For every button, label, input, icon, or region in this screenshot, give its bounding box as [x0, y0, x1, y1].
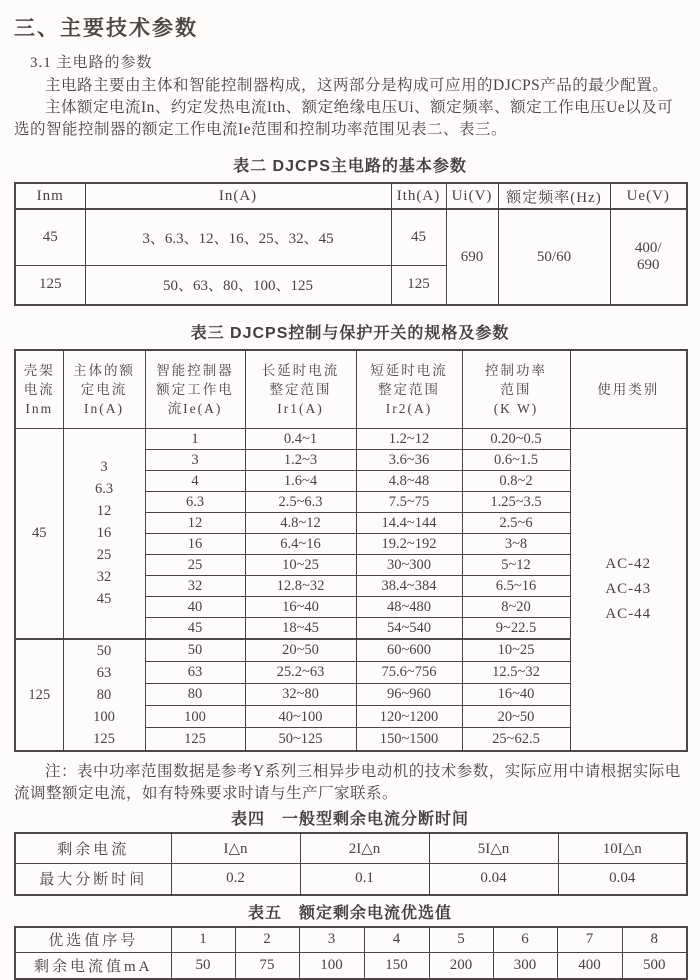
- table-row: [15, 428, 687, 449]
- cell-index: 6: [493, 927, 557, 953]
- document-page: [14, 12, 686, 980]
- cell-ir2: 96~960: [356, 683, 462, 705]
- cell-ir2: 14.4~144: [356, 512, 462, 533]
- cell-ir1: 0.4~1: [245, 428, 356, 449]
- cell-ma: 150: [364, 953, 429, 979]
- page-title: 三、主要技术参数: [14, 17, 198, 40]
- cell-ir1: 32~80: [245, 683, 356, 705]
- in-value: 3: [100, 459, 108, 475]
- cell-ie: 6.3: [145, 491, 245, 512]
- cell-rated-current-list: [63, 639, 145, 751]
- header-category: 使用类别: [570, 350, 687, 428]
- cell-ir1: 16~40: [245, 596, 356, 617]
- cell-ie: 63: [145, 661, 245, 683]
- header-long-delay: 长延时电流 整定范围 Ir1(A): [245, 350, 356, 428]
- header-rated-current: 主体的额 定电流 In(A): [63, 350, 145, 428]
- cell-frame-current-125: 125: [15, 639, 63, 751]
- cell-ie: 25: [145, 554, 245, 575]
- in-value: 12: [96, 503, 112, 519]
- cell-ie: 16: [145, 533, 245, 554]
- cell-ma: 75: [235, 953, 299, 979]
- in-value: 80: [96, 686, 112, 703]
- cell-ie: 1: [145, 428, 245, 449]
- cell-ir1: 18~45: [245, 617, 356, 639]
- cell-kw: 20~50: [462, 706, 570, 728]
- note-text: 注：表中功率范围数据是参考Y系列三相异步电动机的技术参数，实际应用中请根据实际电流调整额定电流，如有特殊要求时请与生产厂家联系。: [14, 762, 681, 802]
- in-value: 32: [96, 569, 112, 585]
- cell-ie: 125: [145, 728, 245, 751]
- table2-header-row: [15, 183, 687, 209]
- cell-ir2: 150~1500: [356, 728, 462, 751]
- cell-ma: 300: [493, 953, 557, 979]
- header-inm: Inm: [15, 183, 85, 209]
- cell-ie: 45: [145, 617, 245, 639]
- in-value: 45: [96, 591, 112, 607]
- table5-title: 表五 额定剩余电流优选值: [247, 904, 452, 922]
- category-value: AC-44: [605, 605, 652, 622]
- cell-index: 1: [171, 927, 235, 953]
- cell-ir1: 50~125: [245, 728, 356, 751]
- cell-rated-current-list: [63, 428, 145, 639]
- cell-ith: 45: [391, 209, 446, 265]
- cell-in-list: 3、6.3、12、16、25、32、45: [85, 209, 391, 265]
- cell-kw: 0.8~2: [462, 470, 570, 491]
- header-5idn: 5I△n: [429, 833, 558, 864]
- cell-ma: 400: [557, 953, 622, 979]
- header-controller-current: 智能控制器 额定工作电 流Ie(A): [145, 350, 245, 428]
- table4-header-row: [15, 833, 687, 864]
- header-ui: Ui(V): [446, 183, 498, 209]
- label-residual-current-value: 剩余电流值mA: [15, 953, 171, 979]
- cell-kw: 1.25~3.5: [462, 491, 570, 512]
- table3-title: 表三 DJCPS控制与保护开关的规格及参数: [190, 325, 510, 342]
- header-residual-current: 剩余电流: [15, 833, 171, 864]
- cell-ir1: 40~100: [245, 706, 356, 728]
- cell-ie: 12: [145, 512, 245, 533]
- cell-freq: 50/60: [498, 209, 610, 305]
- cell-ie: 4: [145, 470, 245, 491]
- table2-main-circuit-params: [14, 182, 688, 306]
- cell-ir1: 6.4~16: [245, 533, 356, 554]
- cell-index: 7: [557, 927, 622, 953]
- cell-kw: 2.5~6: [462, 512, 570, 533]
- cell-ir2: 4.8~48: [356, 470, 462, 491]
- cell-ue: [610, 209, 687, 305]
- cell-inm: 125: [15, 265, 85, 305]
- cell-kw: 8~20: [462, 596, 570, 617]
- header-2idn: 2I△n: [300, 833, 429, 864]
- cell-ith: 125: [391, 265, 446, 305]
- cell-time: 0.1: [300, 864, 429, 895]
- cell-kw: 10~25: [462, 639, 570, 662]
- cell-utilization-category: [570, 428, 687, 751]
- cell-ir2: 54~540: [356, 617, 462, 639]
- header-control-power: 控制功率 范围 (K W): [462, 350, 570, 428]
- paragraph-main-circuit: 主电路主要由主体和智能控制器构成，这两部分是构成可应用的DJCPS产品的最少配置。: [45, 77, 669, 94]
- cell-ir2: 48~480: [356, 596, 462, 617]
- cell-ma: 500: [622, 953, 687, 979]
- cell-ie: 3: [145, 449, 245, 470]
- cell-ir1: 25.2~63: [245, 661, 356, 683]
- cell-ir1: 2.5~6.3: [245, 491, 356, 512]
- in-value: 100: [93, 708, 115, 725]
- cell-ma: 50: [171, 953, 235, 979]
- table2-row-45: [15, 209, 687, 265]
- cell-frame-current-45: 45: [15, 428, 63, 639]
- ue-line: 690: [637, 257, 660, 273]
- cell-ir2: 30~300: [356, 554, 462, 575]
- cell-ir2: 75.6~756: [356, 661, 462, 683]
- header-1idn: I△n: [171, 833, 300, 864]
- header-frame-current: 壳架 电流 Inm: [15, 350, 63, 428]
- table5-index-row: [15, 927, 687, 953]
- cell-ma: 200: [429, 953, 493, 979]
- table4-value-row: [15, 864, 687, 895]
- paragraph-ratings: 主体额定电流In、约定发热电流Ith、额定绝缘电压Ui、额定频率、额定工作电压Ue以及可选的智能控制器的额定工作电流Ie范围和控制功率范围见表二、表三。: [14, 99, 674, 138]
- cell-ir1: 1.2~3: [245, 449, 356, 470]
- in-value: 50: [96, 642, 112, 659]
- header-ith: Ith(A): [391, 183, 446, 209]
- cell-index: 3: [299, 927, 364, 953]
- table4-breaking-time: [14, 832, 688, 896]
- header-ue: Ue(V): [610, 183, 687, 209]
- cell-index: 5: [429, 927, 493, 953]
- cell-ma: 100: [299, 953, 364, 979]
- cell-ir2: 1.2~12: [356, 428, 462, 449]
- cell-ir2: 19.2~192: [356, 533, 462, 554]
- cell-time: 0.04: [429, 864, 558, 895]
- header-10idn: 10I△n: [558, 833, 687, 864]
- cell-ie: 40: [145, 596, 245, 617]
- in-value: 125: [93, 730, 115, 747]
- cell-kw: 25~62.5: [462, 728, 570, 751]
- category-value: AC-42: [605, 555, 652, 572]
- table4-title: 表四 一般型剩余电流分断时间: [230, 810, 469, 828]
- cell-ir2: 120~1200: [356, 706, 462, 728]
- in-value: 25: [96, 547, 112, 563]
- cell-in-list: 50、63、80、100、125: [85, 265, 391, 305]
- cell-kw: 0.20~0.5: [462, 428, 570, 449]
- cell-ir1: 4.8~12: [245, 512, 356, 533]
- header-in: In(A): [85, 183, 391, 209]
- cell-ir1: 1.6~4: [245, 470, 356, 491]
- cell-ie: 100: [145, 706, 245, 728]
- cell-kw: 3~8: [462, 533, 570, 554]
- cell-ie: 32: [145, 575, 245, 596]
- cell-ir2: 60~600: [356, 639, 462, 662]
- cell-ie: 80: [145, 683, 245, 705]
- in-value: 16: [96, 525, 112, 541]
- table3-header-row: [15, 350, 687, 428]
- cell-index: 8: [622, 927, 687, 953]
- cell-ir2: 7.5~75: [356, 491, 462, 512]
- table3-switch-specs: [14, 349, 688, 752]
- cell-kw: 9~22.5: [462, 617, 570, 639]
- cell-kw: 6.5~16: [462, 575, 570, 596]
- cell-ui: 690: [446, 209, 498, 305]
- cell-ie: 50: [145, 639, 245, 662]
- ue-line: 400/: [634, 240, 662, 256]
- in-value: 63: [96, 664, 112, 681]
- label-preferred-index: 优选值序号: [15, 927, 171, 953]
- table5-preferred-values: [14, 926, 688, 980]
- header-short-delay: 短延时电流 整定范围 Ir2(A): [356, 350, 462, 428]
- label-max-breaking-time: 最大分断时间: [15, 864, 171, 895]
- cell-ir2: 38.4~384: [356, 575, 462, 596]
- cell-time: 0.04: [558, 864, 687, 895]
- cell-ir1: 12.8~32: [245, 575, 356, 596]
- in-value: 6.3: [94, 481, 114, 497]
- section-heading: 3.1 主电路的参数: [30, 55, 153, 71]
- table5-value-row: [15, 953, 687, 979]
- cell-kw: 0.6~1.5: [462, 449, 570, 470]
- cell-index: 4: [364, 927, 429, 953]
- cell-kw: 16~40: [462, 683, 570, 705]
- table2-title: 表二 DJCPS主电路的基本参数: [233, 158, 467, 175]
- cell-kw: 5~12: [462, 554, 570, 575]
- cell-ir2: 3.6~36: [356, 449, 462, 470]
- category-value: AC-43: [605, 580, 652, 597]
- cell-kw: 12.5~32: [462, 661, 570, 683]
- cell-ir1: 10~25: [245, 554, 356, 575]
- cell-ir1: 20~50: [245, 639, 356, 662]
- cell-time: 0.2: [171, 864, 300, 895]
- header-freq: 额定频率(Hz): [498, 183, 610, 209]
- cell-inm: 45: [15, 209, 85, 265]
- cell-index: 2: [235, 927, 299, 953]
